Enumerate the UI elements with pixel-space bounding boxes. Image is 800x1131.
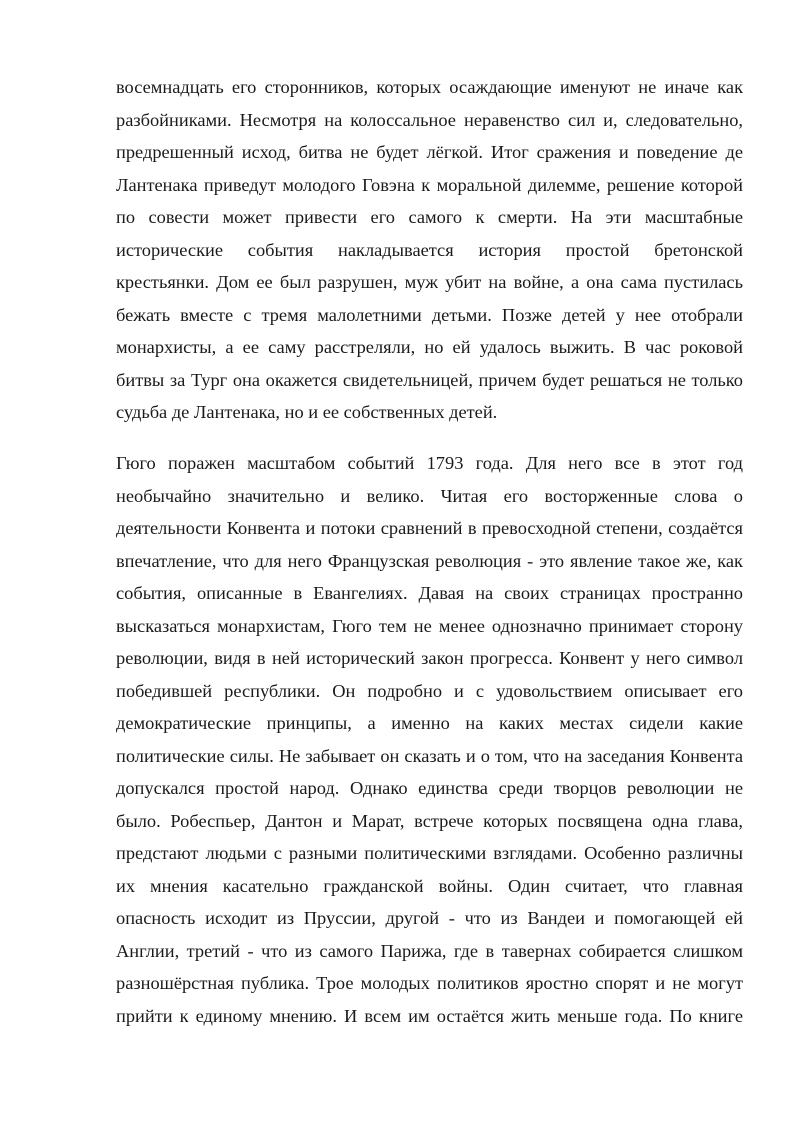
text-line: было. Робеспьер, Дантон и Марат, встрече которых посвящена одна глава, bbox=[116, 810, 743, 831]
text-line: прийти к единому мнению. И всем им остаётся жить меньше года. По книге bbox=[116, 1005, 743, 1026]
text-line: впечатление, что для него Французская революция - это явление такое же, как bbox=[116, 550, 743, 571]
text-line: предстают людьми с разными политическими взглядами. Особенно различны bbox=[116, 843, 743, 863]
text-line: победившей республики. Он подробно и с удовольствием описывает его bbox=[116, 680, 743, 701]
text-line: события, описанные в Евангелиях. Давая на своих страницах пространно bbox=[116, 583, 743, 603]
text-line: необычайно значительно и велико. Читая его восторженные слова о bbox=[116, 485, 743, 506]
text-line: допускался простой народ. Однако единства среди творцов революции не bbox=[116, 778, 743, 798]
text-line: восемнадцать его сторонников, которых осаждающие именуют не иначе как bbox=[116, 77, 743, 97]
text-line: политические силы. Не забывает он сказать и о том, что на заседания Конвента bbox=[116, 745, 743, 766]
text-line: опасность исходит из Пруссии, другой - что из Вандеи и помогающей ей bbox=[116, 908, 743, 928]
text-line: демократические принципы, а именно на каких местах сидели какие bbox=[116, 713, 743, 733]
text-line: битвы за Тург она окажется свидетельницей, причем будет решаться не только bbox=[116, 369, 743, 390]
text-line: разношёрстная публика. Трое молодых политиков яростно спорят и не могут bbox=[116, 973, 743, 993]
text-line: предрешенный исход, битва не будет лёгкой. Итог сражения и поведение де bbox=[116, 142, 743, 162]
paragraph-1 bbox=[116, 71, 743, 429]
paragraph-2 bbox=[116, 447, 743, 1032]
text-line: революции, видя в ней исторический закон прогресса. Конвент у него символ bbox=[116, 648, 743, 668]
text-line: крестьянки. Дом ее был разрушен, муж убит на войне, а она сама пустилась bbox=[116, 272, 743, 292]
text-line: Англии, третий - что из самого Парижа, где в тавернах собирается слишком bbox=[116, 940, 743, 961]
text-line: высказаться монархистам, Гюго тем не менее однозначно принимает сторону bbox=[116, 615, 743, 636]
text-line: монархисты, а ее саму расстреляли, но ей удалось выжить. В час роковой bbox=[116, 337, 743, 357]
text-line: Гюго поражен масштабом событий 1793 года. Для него все в этот год bbox=[116, 453, 743, 473]
text-line: бежать вместе с тремя малолетними детьми. Позже детей у нее отобрали bbox=[116, 304, 743, 325]
text-line: судьба де Лантенака, но и ее собственных детей. bbox=[116, 402, 498, 422]
text-line: Лантенака приведут молодого Говэна к моральной дилемме, решение которой bbox=[116, 174, 743, 195]
text-line: их мнения касательно гражданской войны. Один считает, что главная bbox=[116, 875, 743, 896]
text-line: деятельности Конвента и потоки сравнений в превосходной степени, создаётся bbox=[116, 518, 743, 538]
text-line: исторические события накладывается история простой бретонской bbox=[116, 239, 743, 260]
text-line: по совести может привести его самого к смерти. На эти масштабные bbox=[116, 207, 743, 227]
text-line: разбойниками. Несмотря на колоссальное неравенство сил и, следовательно, bbox=[116, 109, 743, 130]
